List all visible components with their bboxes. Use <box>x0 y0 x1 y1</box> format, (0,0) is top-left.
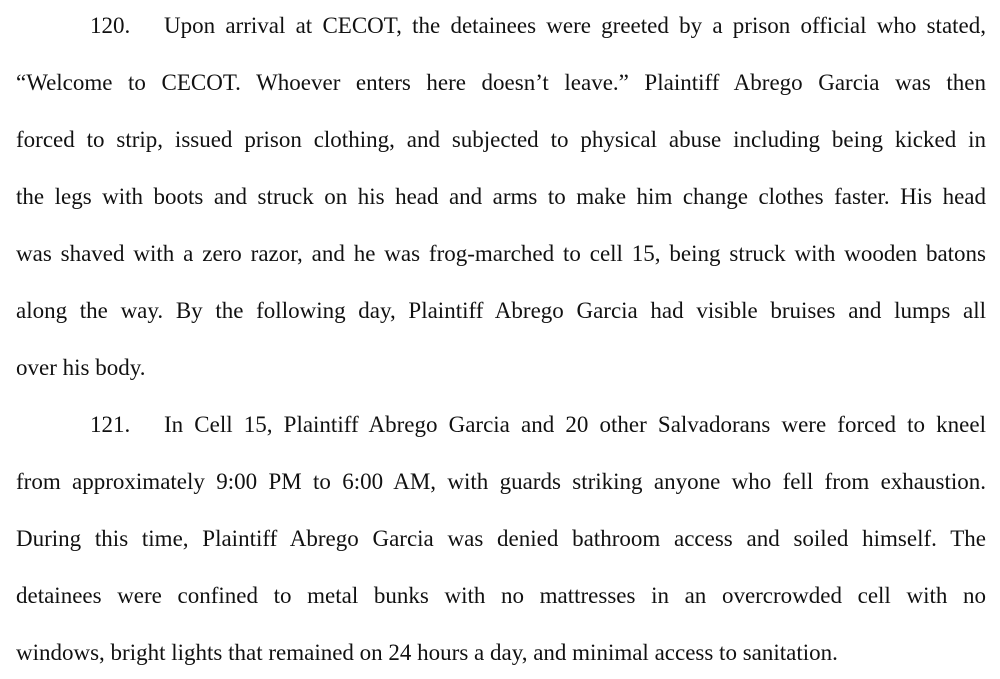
paragraph-121-line-5: windows, bright lights that remained on 24 hours a day, and minimal access to sanitation. <box>16 640 838 665</box>
line-text: In Cell 15, Plaintiff Abrego Garcia and 20 other Salvadorans were forced to kneel <box>164 412 986 437</box>
paragraph-121-line-3: During this time, Plaintiff Abrego Garcia was denied bathroom access and soiled himself. The <box>16 526 986 551</box>
paragraph-number: 121. <box>90 412 131 437</box>
paragraph-120-line-6: along the way. By the following day, Plaintiff Abrego Garcia had visible bruises and lumps all <box>16 298 986 323</box>
paragraph-120-line-4: the legs with boots and struck on his head and arms to make him change clothes faster. His head <box>16 184 986 209</box>
paragraph-120-line-7: over his body. <box>16 355 146 380</box>
paragraph-120-line-3: forced to strip, issued prison clothing, and subjected to physical abuse including being kicked in <box>16 127 986 152</box>
line-text: Upon arrival at CECOT, the detainees were greeted by a prison official who stated, <box>164 13 986 38</box>
paragraph-121-line-2: from approximately 9:00 PM to 6:00 AM, with guards striking anyone who fell from exhaustion. <box>16 469 986 494</box>
paragraph-121-line-4: detainees were confined to metal bunks with no mattresses in an overcrowded cell with no <box>16 583 986 608</box>
document-page <box>16 0 986 679</box>
paragraph-120-line-5: was shaved with a zero razor, and he was frog-marched to cell 15, being struck with wooden batons <box>16 241 986 266</box>
paragraph-120-line-2: “Welcome to CECOT. Whoever enters here doesn’t leave.” Plaintiff Abrego Garcia was then <box>16 70 986 95</box>
paragraph-120-line-1 <box>90 11 986 41</box>
paragraph-number: 120. <box>90 13 131 38</box>
paragraph-121-line-1 <box>90 410 986 440</box>
